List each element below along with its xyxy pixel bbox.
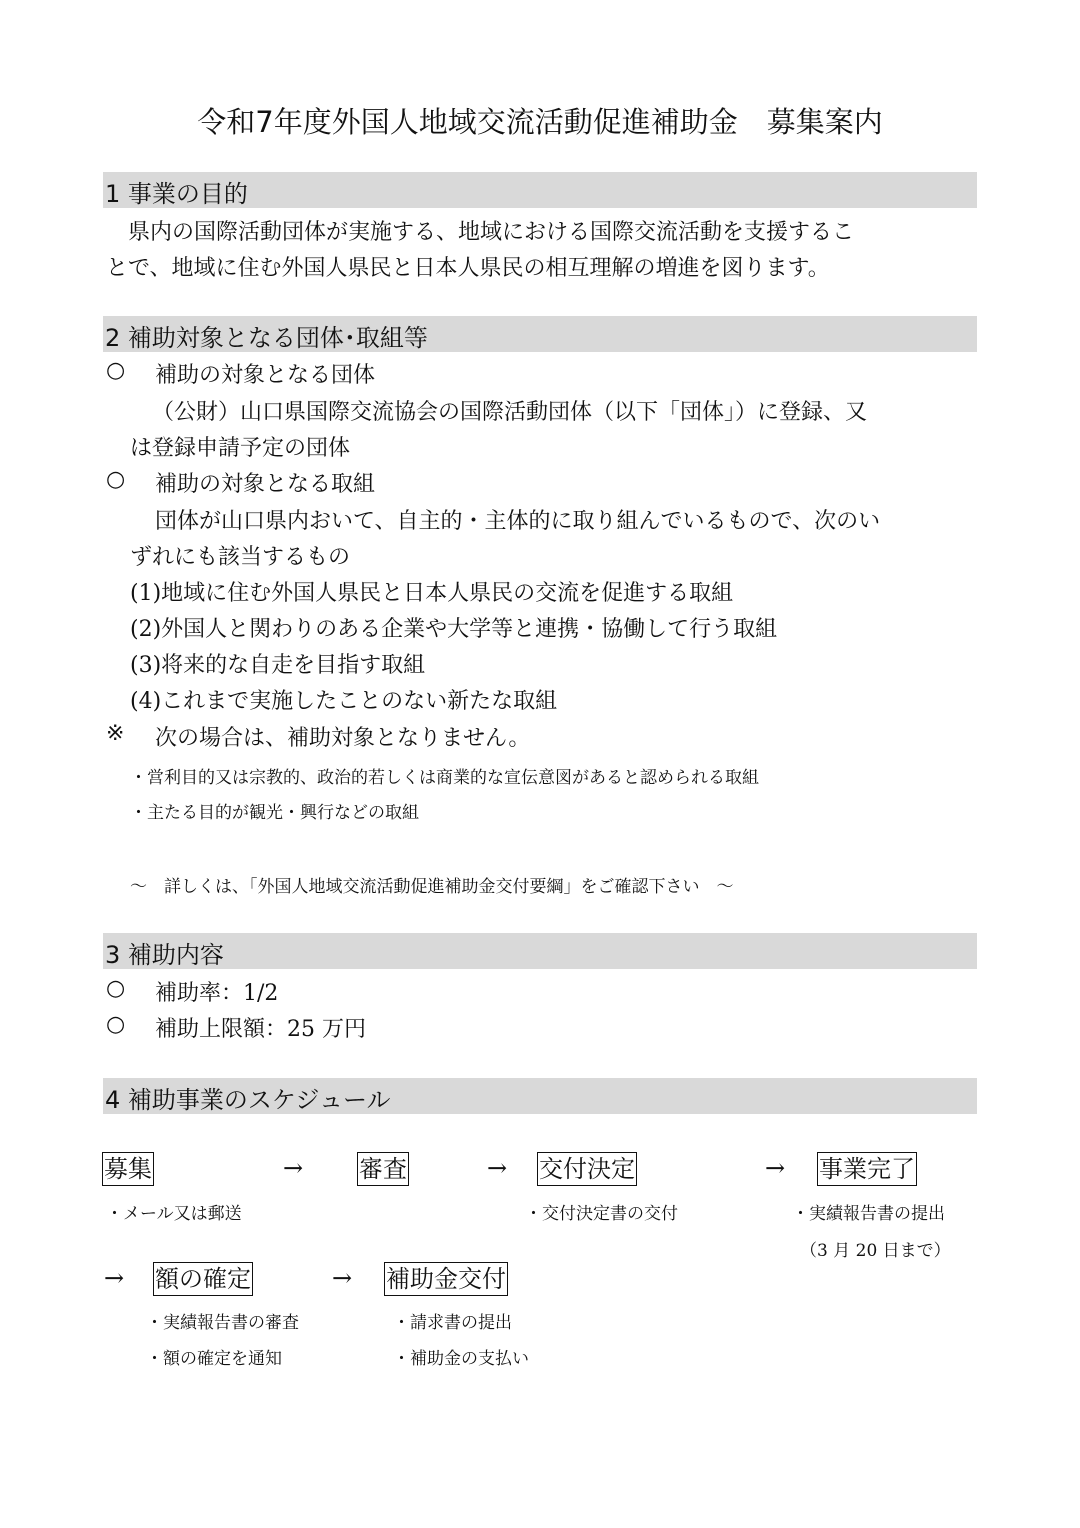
step-amount-determination: 額の確定	[153, 1262, 253, 1296]
note-mark: ※	[106, 721, 125, 746]
step-subsidy-payment: 補助金交付	[384, 1262, 508, 1296]
eligible-activity-line-2: ずれにも該当するもの	[130, 545, 351, 570]
reference-note: ～ 詳しくは、「外国人地域交流活動促進補助金交付要綱」をご確認下さい ～	[130, 877, 734, 897]
flow-arrow: →	[487, 1154, 508, 1182]
section-1-header	[103, 172, 977, 208]
subsidy-limit: 補助上限額：25 万円	[155, 1017, 366, 1042]
step-note: ・実績報告書の審査	[146, 1313, 299, 1333]
flow-arrow: →	[283, 1154, 304, 1182]
step-project-completion: 事業完了	[817, 1152, 917, 1186]
section-1-heading: 1 事業の目的	[105, 180, 248, 208]
eligible-activity-label: 補助の対象となる取組	[155, 472, 376, 497]
step-note: （3 月 20 日まで）	[800, 1241, 951, 1261]
eligible-org-line-1: （公財）山口県国際交流協会の国際活動団体（以下「団体」）に登録、又	[152, 400, 868, 425]
section-3-header	[103, 933, 977, 969]
step-note: ・交付決定書の交付	[525, 1204, 678, 1224]
criteria-item: (4)これまで実施したことのない新たな取組	[130, 689, 558, 714]
section-4-heading: 4 補助事業のスケジュール	[105, 1086, 391, 1114]
circle-bullet: ○	[106, 976, 126, 1001]
flow-arrow: →	[765, 1154, 786, 1182]
section-2-heading: 2 補助対象となる団体･取組等	[105, 324, 428, 352]
criteria-item: (3)将来的な自走を目指す取組	[130, 653, 426, 678]
eligible-org-line-2: は登録申請予定の団体	[130, 436, 351, 461]
step-note: ・実績報告書の提出	[792, 1204, 945, 1224]
purpose-line-2: とで、地域に住む外国人県民と日本人県民の相互理解の増進を図ります。	[106, 256, 830, 281]
page-title: 令和7年度外国人地域交流活動促進補助金 募集案内	[197, 105, 883, 139]
subsidy-rate: 補助率：1/2	[155, 981, 279, 1006]
eligible-org-label: 補助の対象となる団体	[155, 363, 376, 388]
section-2-header	[103, 316, 977, 352]
exclusion-item: ・営利目的又は宗教的、政治的若しくは商業的な宣伝意図があると認められる取組	[130, 768, 759, 788]
circle-bullet: ○	[106, 467, 126, 492]
purpose-line-1: 県内の国際活動団体が実施する、地域における国際交流活動を支援するこ	[128, 220, 855, 245]
section-4-header	[103, 1078, 977, 1114]
circle-bullet: ○	[106, 1012, 126, 1037]
section-3-heading: 3 補助内容	[105, 941, 224, 969]
criteria-item: (1)地域に住む外国人県民と日本人県民の交流を促進する取組	[130, 581, 734, 606]
eligible-activity-line-1: 団体が山口県内おいて、自主的・主体的に取り組んでいるもので、次のい	[155, 509, 881, 534]
flow-arrow: →	[104, 1264, 125, 1292]
step-grant-decision: 交付決定	[537, 1152, 637, 1186]
circle-bullet: ○	[106, 358, 126, 383]
step-recruitment: 募集	[102, 1152, 154, 1186]
step-note: ・請求書の提出	[393, 1313, 512, 1333]
step-review: 審査	[357, 1152, 409, 1186]
flow-arrow: →	[332, 1264, 353, 1292]
step-note: ・補助金の支払い	[393, 1349, 529, 1369]
step-note: ・メール又は郵送	[106, 1204, 242, 1224]
step-note: ・額の確定を通知	[146, 1349, 282, 1369]
exclusion-item: ・主たる目的が観光・興行などの取組	[130, 803, 419, 823]
exclusion-heading: 次の場合は、補助対象となりません。	[155, 726, 531, 751]
criteria-item: (2)外国人と関わりのある企業や大学等と連携・協働して行う取組	[130, 617, 778, 642]
